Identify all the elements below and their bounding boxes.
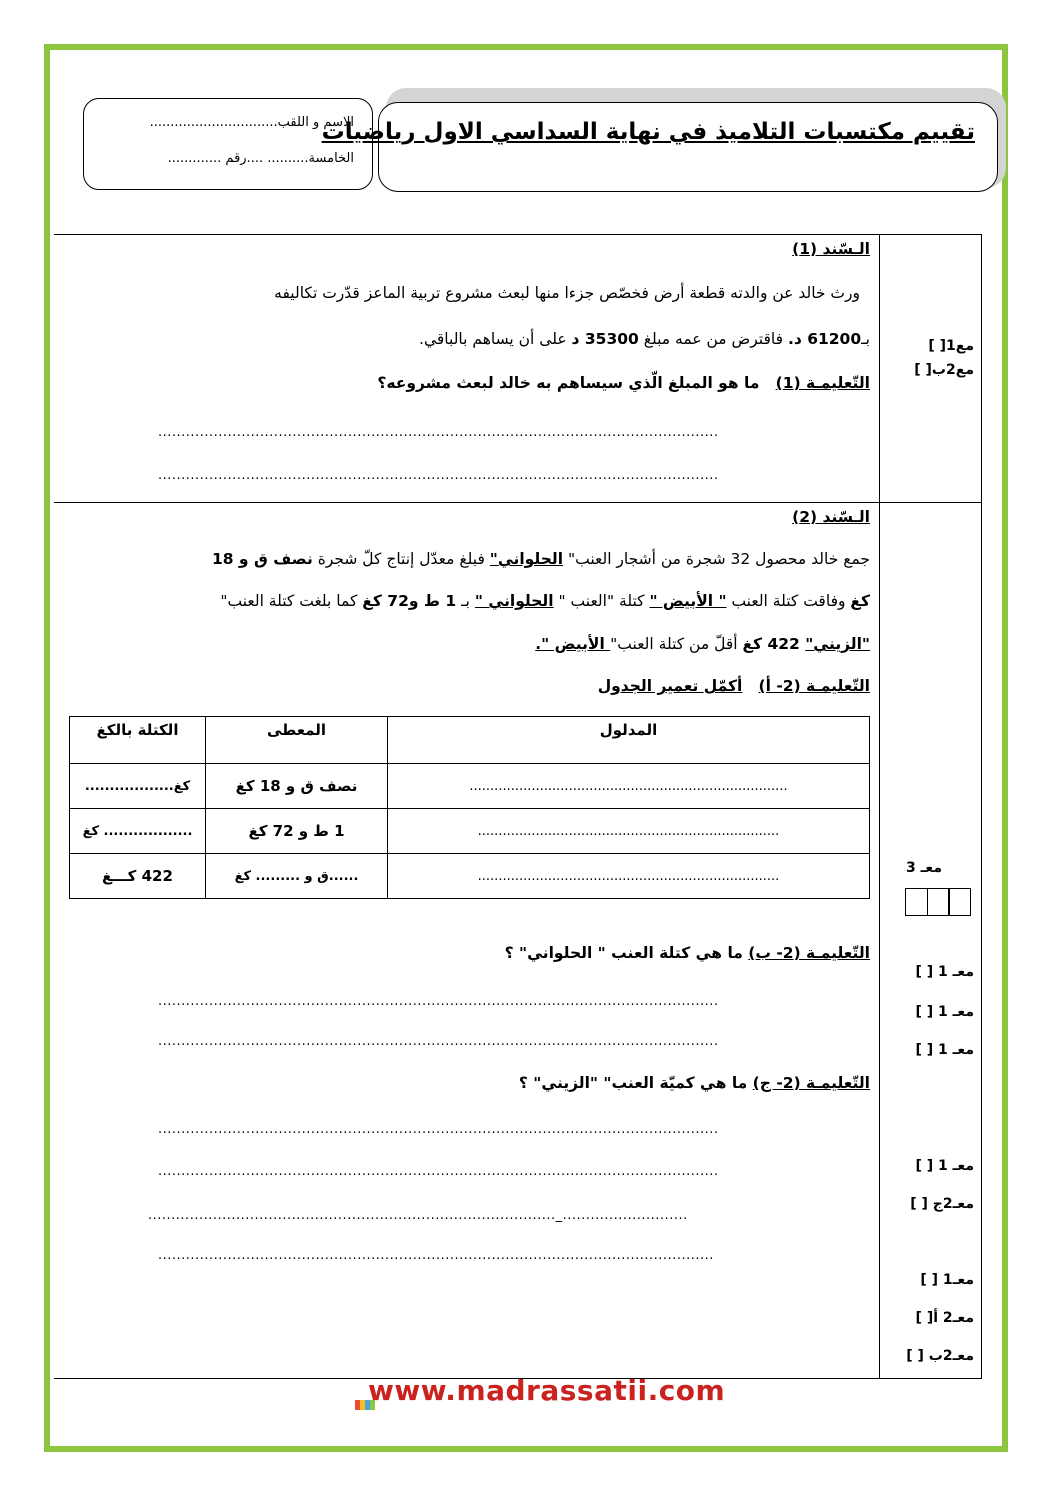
text-fragment: بـ <box>861 330 870 348</box>
criterion-mark[interactable]: معـ 1 [ ] <box>915 1004 974 1020</box>
section2-heading: الـسّند (2) <box>792 508 870 526</box>
question-label: التّعليمـة (2- أ) <box>758 677 870 695</box>
table-cell: 1 ط و 72 كغ <box>206 809 388 854</box>
answer-line[interactable]: ......................................................................................................................... <box>158 1034 719 1049</box>
answer-line[interactable]: ........................................................................................................................ <box>158 1248 714 1263</box>
grid-top <box>54 234 982 235</box>
text-fragment: بـ <box>456 592 475 610</box>
criterion-mark[interactable]: مع1[ ] <box>928 338 974 354</box>
answer-line[interactable]: ......................................................................................................................... <box>158 468 719 483</box>
question2c <box>519 1074 870 1092</box>
table-cell: 422 كـــغ <box>70 854 206 899</box>
table-header-row <box>70 717 870 764</box>
grid-divider <box>879 234 880 1378</box>
answer-line[interactable]: ......................................................................................................................... <box>158 1164 719 1179</box>
table-cell[interactable]: ......ق و ......... كغ <box>206 854 388 899</box>
text-fragment: 1 ط و72 كغ <box>362 592 457 610</box>
question-text: ما هو المبلغ الّذي سيساهم به خالد لبعث مشروعه؟ <box>377 374 760 392</box>
page-title: تقييم مكتسبات التلاميذ في نهاية السداسي الاول رياضيات <box>321 119 975 145</box>
section2-text-line1 <box>212 550 870 568</box>
score-box[interactable] <box>927 888 950 916</box>
text-fragment: نصف ق و 18 <box>211 550 313 568</box>
criterion-mark: معـ 3 <box>906 860 942 876</box>
table-cell[interactable]: ......................................................................... <box>388 809 870 854</box>
criterion-mark[interactable]: معـ2ج [ ] <box>910 1196 974 1212</box>
text-fragment: " الأبيض " <box>649 592 727 610</box>
grid-right <box>981 234 982 1378</box>
criterion-mark[interactable]: معـ2 أ[ ] <box>915 1310 974 1326</box>
title-box <box>321 102 998 192</box>
site-watermark: www.madrassatii.com <box>368 1374 726 1407</box>
criterion-mark[interactable]: معـ 1 [ ] <box>915 1158 974 1174</box>
table-row <box>70 764 870 809</box>
text-fragment: الحلواني " <box>474 592 554 610</box>
grid-mid <box>54 502 982 503</box>
score-box[interactable] <box>905 888 928 916</box>
text-fragment: فاقترض من عمه مبلغ <box>638 330 788 348</box>
text-fragment: الأبيض ". <box>535 635 611 653</box>
text-fragment: "الزيني" <box>805 635 870 653</box>
table-header: الكتلة بالكغ <box>70 717 206 764</box>
table-cell[interactable]: ............................................................................. <box>388 764 870 809</box>
text-fragment: أقلّ من كتلة العنب" <box>610 635 743 653</box>
answer-line[interactable]: ......................................................................................................................... <box>158 425 719 440</box>
class-number-field[interactable]: الخامسة.......... ....رقم ............. <box>167 151 354 166</box>
text-fragment: على أن يساهم بالباقي. <box>419 330 572 348</box>
criterion-mark[interactable]: معـ2ب [ ] <box>906 1348 974 1364</box>
text-fragment: فبلغ معدّل إنتاج كلّ شجرة <box>312 550 490 568</box>
criterion-mark[interactable]: معـ 1 [ ] <box>915 964 974 980</box>
text-fragment: 422 كغ <box>742 635 806 653</box>
section1-text-line2 <box>419 330 870 348</box>
criterion-mark[interactable]: مع2ب[ ] <box>914 362 974 378</box>
text-fragment: 61200 د. <box>787 330 862 348</box>
question1 <box>377 374 870 392</box>
text-fragment: كغ <box>850 592 870 610</box>
score-box[interactable] <box>948 888 971 916</box>
answer-line[interactable]: ........................................................................................_........................... <box>148 1208 688 1223</box>
text-fragment: الحلواني" <box>489 550 564 568</box>
answer-line[interactable]: ......................................................................................................................... <box>158 1122 719 1137</box>
question-text: ما هي كميّة العنب" "الزيني" ؟ <box>518 1074 748 1092</box>
question-text: ما هي كتلة العنب " الحلواني" ؟ <box>504 944 743 962</box>
table-cell[interactable]: كغ.................. <box>70 764 206 809</box>
section1-text-line1: ورث خالد عن والدته قطعة أرض فخصّص جزءا منها لبعث مشروع تربية الماعز قدّرت تكاليفه <box>274 284 860 302</box>
question-label: التّعليمـة (2- ب) <box>748 944 870 962</box>
table-header: المعطى <box>206 717 388 764</box>
question2b <box>505 944 870 962</box>
criterion-mark[interactable]: معـ 1 [ ] <box>915 1042 974 1058</box>
text-fragment: كما بلغت كتلة العنب" <box>220 592 363 610</box>
score-boxes[interactable] <box>906 888 971 916</box>
name-field[interactable]: الاسم و اللقب............................... <box>149 115 354 130</box>
table-cell: نصف ق و 18 كغ <box>206 764 388 809</box>
table-cell[interactable]: ......................................................................... <box>388 854 870 899</box>
question-text: أكمّل تعمير الجدول <box>597 677 743 695</box>
text-fragment: كتلة "العنب " <box>553 592 650 610</box>
answer-line[interactable]: ......................................................................................................................... <box>158 994 719 1009</box>
section2-text-line2 <box>220 592 870 610</box>
section2-text-line3 <box>535 635 870 653</box>
table-row <box>70 809 870 854</box>
text-fragment: وفاقت كتلة العنب <box>726 592 851 610</box>
question-label: التّعليمـة (2- ج) <box>752 1074 870 1092</box>
text-fragment: 35300 د <box>571 330 639 348</box>
question-label: التّعليمـة (1) <box>775 374 870 392</box>
section1-heading: الـسّند (1) <box>792 240 870 258</box>
data-table <box>69 716 870 899</box>
table-row <box>70 854 870 899</box>
text-fragment: جمع خالد محصول 32 شجرة من أشجار العنب" <box>563 550 870 568</box>
question2a <box>598 677 870 695</box>
table-header: المدلول <box>388 717 870 764</box>
table-cell[interactable]: .................. كغ <box>70 809 206 854</box>
criterion-mark[interactable]: معـ1 [ ] <box>920 1272 974 1288</box>
